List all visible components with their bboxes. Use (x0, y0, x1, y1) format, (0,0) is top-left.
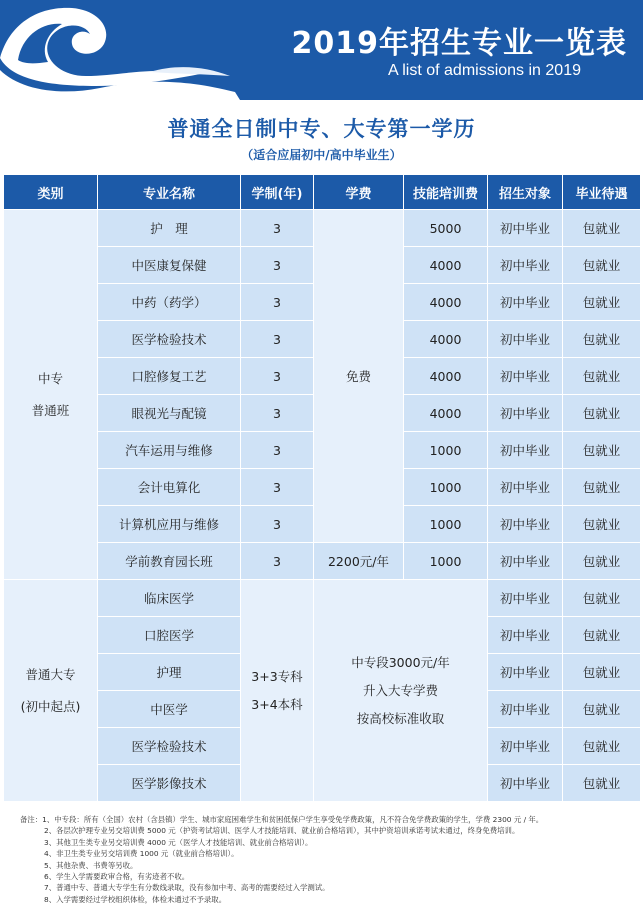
fee-cell: 4000 (404, 358, 488, 395)
major-cell: 汽车运用与维修 (98, 432, 241, 469)
fee-cell: 1000 (404, 506, 488, 543)
major-cell: 眼视光与配镜 (98, 395, 241, 432)
major-cell: 中药（药学） (98, 284, 241, 321)
benefit-cell: 包就业 (563, 469, 641, 506)
note-line: 3、其他卫生类专业另交培训费 4000 元（医学人才技能培训、就业前合格培训）。 (44, 837, 313, 847)
note-line: 6、学生入学需要政审合格，有劣迹者不收。 (44, 872, 190, 882)
benefit-cell: 包就业 (563, 432, 641, 469)
target-cell: 初中毕业 (488, 210, 563, 247)
section-subtitle: （适合应届初中/高中毕业生） (241, 148, 402, 162)
years-cell: 3 (241, 247, 314, 284)
benefit-cell: 包就业 (563, 580, 641, 617)
column-header: 学制(年) (241, 175, 314, 210)
note-line: 备注：1、中专段：所有（全国）农村（含县镇）学生、城市家庭困难学生和贫困低保户学生享受免学费政策，凡不符合免学费政策的学生，学费 2300 元 / 年。 (20, 815, 544, 824)
target-cell: 初中毕业 (488, 691, 563, 728)
fee-cell: 4000 (404, 247, 488, 284)
major-cell: 医学检验技术 (98, 728, 241, 765)
category-label: 普通大专 (25, 666, 76, 682)
benefit-cell: 包就业 (563, 691, 641, 728)
fee-cell: 4000 (404, 321, 488, 358)
years-cell: 3 (241, 432, 314, 469)
note-line: 8、入学需要经过学校组织体检，体检未通过不予录取。 (44, 894, 227, 904)
years-cell (241, 580, 314, 802)
major-cell: 学前教育园长班 (98, 543, 241, 580)
benefit-cell: 包就业 (563, 506, 641, 543)
target-cell: 初中毕业 (488, 765, 563, 802)
table-header-row (4, 175, 641, 210)
major-cell: 临床医学 (98, 580, 241, 617)
years-cell: 3 (241, 284, 314, 321)
benefit-cell: 包就业 (563, 210, 641, 247)
target-cell: 初中毕业 (488, 321, 563, 358)
years-cell: 3 (241, 395, 314, 432)
notes-section (20, 814, 630, 905)
major-cell: 口腔修复工艺 (98, 358, 241, 395)
major-cell: 中医康复保健 (98, 247, 241, 284)
note-line: 2、各层次护理专业另交培训费 5000 元（护资考试培训、医学人才技能培训、就业前合格培训），其中护资培训承诺考试未通过，终身免费培训。 (44, 826, 520, 836)
benefit-cell: 包就业 (563, 358, 641, 395)
benefit-cell: 包就业 (563, 654, 641, 691)
fee-cell: 1000 (404, 543, 488, 580)
years-label: 3+4本科 (251, 696, 303, 712)
table-row (4, 210, 641, 247)
benefit-cell: 包就业 (563, 284, 641, 321)
major-cell: 中医学 (98, 691, 241, 728)
target-cell: 初中毕业 (488, 728, 563, 765)
major-cell: 医学检验技术 (98, 321, 241, 358)
target-cell: 初中毕业 (488, 580, 563, 617)
major-cell: 医学影像技术 (98, 765, 241, 802)
target-cell: 初中毕业 (488, 358, 563, 395)
fee-cell: 5000 (404, 210, 488, 247)
major-cell: 计算机应用与维修 (98, 506, 241, 543)
category-label: 中专 (37, 370, 63, 386)
tuition-cell: 免费 (314, 210, 404, 543)
page-header (0, 0, 643, 100)
benefit-cell: 包就业 (563, 395, 641, 432)
column-header: 类别 (4, 175, 98, 210)
section-title: 普通全日制中专、大专第一学历 (167, 117, 476, 141)
target-cell: 初中毕业 (488, 543, 563, 580)
target-cell: 初中毕业 (488, 432, 563, 469)
years-cell: 3 (241, 543, 314, 580)
years-cell: 3 (241, 210, 314, 247)
tuition-cell (314, 580, 488, 802)
column-header: 招生对象 (488, 175, 563, 210)
note-line: 7、普通中专、普通大专学生有分数线录取，没有参加中考、高考的需要经过入学测试。 (44, 883, 330, 893)
category-cell-dazhuan (4, 580, 98, 802)
benefit-cell: 包就业 (563, 765, 641, 802)
target-cell: 初中毕业 (488, 469, 563, 506)
column-header: 专业名称 (98, 175, 241, 210)
major-cell: 口腔医学 (98, 617, 241, 654)
fee-cell: 1000 (404, 432, 488, 469)
benefit-cell: 包就业 (563, 543, 641, 580)
table-row (4, 580, 641, 617)
years-cell: 3 (241, 358, 314, 395)
target-cell: 初中毕业 (488, 617, 563, 654)
admissions-table (3, 174, 641, 802)
years-cell: 3 (241, 469, 314, 506)
note-line: 5、其他杂费、书费等另收。 (44, 860, 138, 870)
column-header: 技能培训费 (404, 175, 488, 210)
major-cell: 护理 (98, 654, 241, 691)
years-cell: 3 (241, 321, 314, 358)
tuition-label: 中专段3000元/年 (351, 654, 450, 670)
category-cell-zhongzhuan (4, 210, 98, 580)
column-header: 学费 (314, 175, 404, 210)
tuition-cell: 2200元/年 (314, 543, 404, 580)
target-cell: 初中毕业 (488, 284, 563, 321)
target-cell: 初中毕业 (488, 247, 563, 284)
benefit-cell: 包就业 (563, 247, 641, 284)
target-cell: 初中毕业 (488, 506, 563, 543)
target-cell: 初中毕业 (488, 654, 563, 691)
page-title: 2019年招生专业一览表 (291, 26, 627, 61)
note-line: 4、非卫生类专业另交培训费 1000 元（就业前合格培训）。 (44, 849, 239, 859)
column-header: 毕业待遇 (563, 175, 641, 210)
major-cell: 护 理 (98, 210, 241, 247)
fee-cell: 4000 (404, 395, 488, 432)
category-label: 普通班 (31, 402, 70, 418)
category-label: (初中起点) (20, 698, 81, 714)
page-subtitle-en: A list of admissions in 2019 (388, 62, 581, 79)
fee-cell: 4000 (404, 284, 488, 321)
benefit-cell: 包就业 (563, 617, 641, 654)
years-cell: 3 (241, 506, 314, 543)
tuition-label: 升入大专学费 (362, 682, 438, 698)
major-cell: 会计电算化 (98, 469, 241, 506)
benefit-cell: 包就业 (563, 321, 641, 358)
target-cell: 初中毕业 (488, 395, 563, 432)
fee-cell: 1000 (404, 469, 488, 506)
table-row (4, 543, 641, 580)
tuition-label: 按高校标准收取 (356, 710, 445, 726)
benefit-cell: 包就业 (563, 728, 641, 765)
wave-logo-icon (0, 0, 240, 100)
years-label: 3+3专科 (251, 668, 303, 684)
